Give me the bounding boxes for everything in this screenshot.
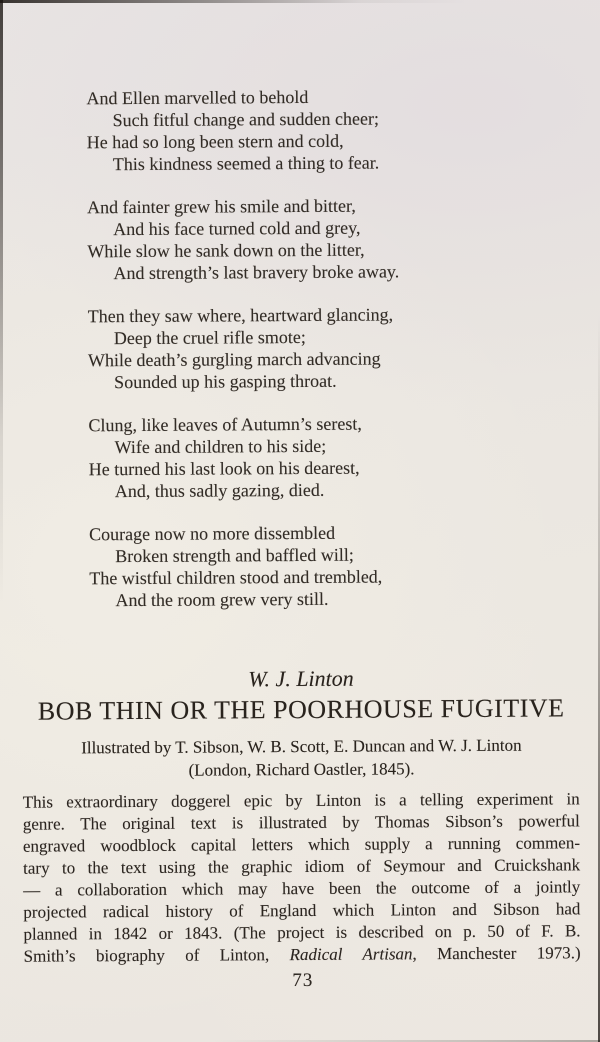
commentary-paragraph	[23, 788, 581, 967]
stanza	[88, 412, 400, 502]
poem-line: This kindness seemed a thing to fear.	[112, 152, 380, 175]
commentary-text: This extraordinary doggerel epic by Linton is a telling experiment in	[22, 789, 580, 812]
work-title: BOB THIN OR THE POORHOUSE FUGITIVE	[37, 693, 565, 726]
poem-line: Broken strength and baffled will;	[115, 544, 354, 567]
poem-line: And his face turned cold and grey,	[113, 217, 361, 240]
commentary-text: engraved woodblock capital letters which supply a running commen-	[22, 833, 581, 856]
poem-line: While slow he sank down on the litter,	[87, 239, 365, 262]
stanza	[88, 303, 400, 393]
poem-line: Wife and children to his side;	[114, 435, 327, 458]
illustrator-credit: Illustrated by T. Sibson, W. B. Scott, E. Duncan and W. J. Linton	[81, 735, 522, 758]
commentary-text: tary to the text using the graphic idiom of Seymour and Cruickshank	[23, 855, 581, 878]
scan-edge-left	[0, 0, 3, 1042]
stanza	[89, 521, 401, 611]
commentary-text: Smith’s biography of Linton,	[23, 945, 290, 966]
italic-book-title: Radical Artisan	[289, 944, 413, 965]
commentary-line	[24, 942, 581, 967]
poem-line: Then they saw where, heartward glancing,	[87, 304, 394, 327]
poem-line: Sounded up his gasping throat.	[114, 370, 337, 393]
commentary-text: — a collaboration which may have been the outcome of a jointly	[23, 877, 581, 900]
poem-line: And, thus sadly gazing, died.	[114, 479, 325, 502]
commentary-text: projected radical history of England which Linton and Sibson had	[23, 899, 581, 922]
author-name: W. J. Linton	[248, 665, 354, 692]
page-number: 73	[292, 969, 314, 992]
poem	[86, 85, 401, 632]
commentary-text: , Manchester 1973.)	[412, 943, 581, 964]
commentary-text: genre. The original text is illustrated by Thomas Sibson’s powerful	[22, 811, 580, 834]
poem-line: Clung, like leaves of Autumn’s serest,	[88, 413, 362, 436]
stanza	[86, 85, 398, 175]
poem-line: The wistful children stood and trembled,	[89, 566, 383, 589]
scan-edge-top	[0, 0, 600, 3]
publication-info: (London, Richard Oastler, 1845).	[188, 759, 415, 780]
poem-line: And fainter grew his smile and bitter,	[87, 195, 356, 218]
poem-line: And strength’s last bravery broke away.	[113, 261, 400, 284]
poem-line: While death’s gurgling march advancing	[87, 348, 381, 371]
poem-line: And the room grew very still.	[115, 588, 329, 611]
poem-line: He had so long been stern and cold,	[86, 130, 344, 153]
poem-line: Such fitful change and sudden cheer;	[112, 108, 380, 131]
section-heading	[1, 662, 600, 783]
commentary-text: planned in 1842 or 1843. (The project is described on p. 50 of F. B.	[23, 921, 581, 944]
poem-line: Deep the cruel rifle smote;	[113, 326, 306, 349]
poem-line: Courage now no more dissembled	[89, 522, 336, 545]
poem-line: And Ellen marvelled to behold	[86, 86, 309, 109]
stanza	[87, 194, 399, 284]
poem-line: He turned his last look on his dearest,	[88, 457, 360, 480]
